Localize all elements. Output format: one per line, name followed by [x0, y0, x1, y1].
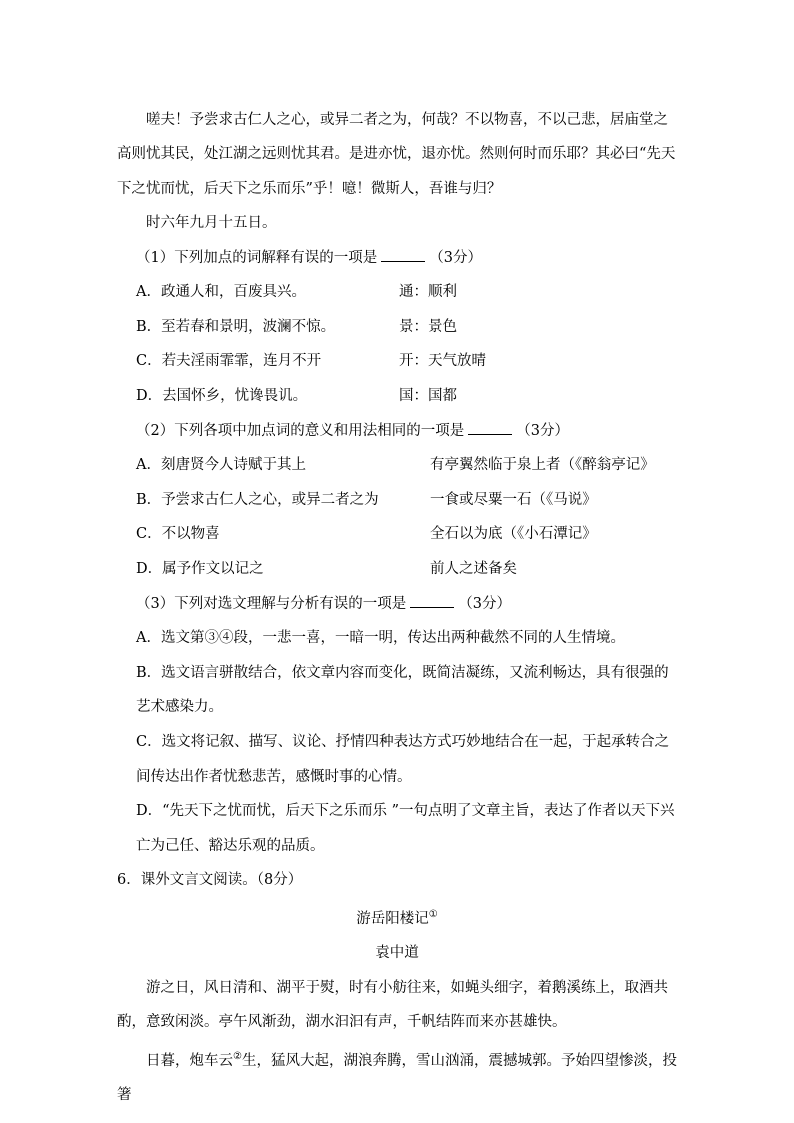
- footnote-marker-2: ②: [233, 1050, 242, 1062]
- article-paragraph-2-part-2: 生，猛风大起，湖浪奔腾，雪山汹涌，震撼城郭。予始四望惨淡，投箸: [117, 1052, 677, 1103]
- question-2-stem-text: （2）下列各项中加点词的意义和用法相同的一项是: [136, 422, 465, 439]
- option-text: A．刻唐贤今人诗赋于其上: [136, 457, 306, 474]
- option-comparison: 前人之述备矣: [430, 560, 517, 577]
- option-explanation: 开：天气放晴: [399, 353, 486, 370]
- question-1-stem-text: （1）下列加点的词解释有误的一项是: [136, 249, 378, 266]
- question-2-option-d: [117, 552, 677, 587]
- question-1-option-d: [117, 379, 677, 414]
- question-2-option-a: [117, 448, 677, 483]
- document-content: [117, 103, 677, 1112]
- option-text: D．去国怀乡，忧谗畏讥。: [136, 388, 308, 404]
- option-explanation: 景：景色: [399, 318, 457, 335]
- article-title-text: 游岳阳楼记: [356, 910, 429, 927]
- option-explanation: 通：顺利: [399, 284, 457, 301]
- question-2-option-b: [117, 483, 677, 518]
- article-paragraph-2: [117, 1040, 677, 1113]
- question-3-score: （3分）: [458, 595, 511, 612]
- question-2-option-c: [117, 517, 677, 552]
- answer-blank-2[interactable]: [468, 424, 512, 435]
- option-text: C．若夫淫雨霏霏，连月不开: [136, 353, 322, 370]
- question-3-stem: [117, 587, 677, 622]
- question-3-option-b: B．选文语言骈散结合，依文章内容而变化，既简洁凝练，又流利畅达，具有很强的艺术感染力。: [136, 664, 669, 716]
- question-1-score: （3分）: [429, 249, 482, 266]
- footnote-marker-1: ①: [428, 908, 438, 920]
- article-paragraph-2-part-1: 日暮，炮车云: [146, 1052, 233, 1069]
- option-comparison: 全石以为底（《小石潭记》: [430, 526, 597, 543]
- answer-blank-1[interactable]: [381, 251, 425, 262]
- section-6-heading: 6．课外文言文阅读。（8分）: [117, 872, 303, 889]
- question-3-option-a: A．选文第③④段，一悲一喜，一暗一明，传达出两种截然不同的人生情境。: [136, 630, 625, 647]
- question-1-option-c: [117, 344, 677, 379]
- question-1-stem: [117, 241, 677, 276]
- option-explanation: 国：国都: [399, 388, 457, 404]
- option-text: B．至若春和景明，波澜不惊。: [136, 318, 336, 335]
- question-1-option-a: [117, 275, 677, 310]
- option-comparison: 一食或尽粟一石（《马说》: [430, 491, 597, 508]
- article-title: [117, 898, 677, 936]
- option-text: C．不以物喜: [136, 526, 220, 543]
- question-3-option-d: D．“先天下之忧而忧，后天下之乐而乐 ”一句点明了文章主旨，表达了作者以天下兴亡为己任、豁达乐观的品质。: [136, 803, 675, 854]
- option-text: B．予尝求古仁人之心，或异二者之为: [136, 491, 379, 508]
- option-text: A．政通人和，百废具兴。: [136, 284, 306, 301]
- option-text: D．属予作文以记之: [136, 560, 264, 577]
- question-1-option-b: [117, 310, 677, 345]
- question-2-stem: [117, 414, 677, 449]
- option-comparison: 有亭翼然临于泉上者（《醉翁亭记》: [430, 457, 655, 474]
- passage-paragraph-1: 嗟夫！予尝求古仁人之心，或异二者之为，何哉？不以物喜，不以己悲，居庙堂之高则忧其民，处江湖之远则忧其君。是进亦忧，退亦忧。然则何时而乐耶？其必曰“先天下之忧而忧，后天下之乐而乐”乎！噫！微斯人，吾谁与归？: [117, 112, 676, 197]
- question-3-stem-text: （3）下列对选文理解与分析有误的一项是: [136, 595, 407, 612]
- article-author: 袁中道: [375, 945, 419, 962]
- passage-paragraph-2: 时六年九月十五日。: [146, 215, 277, 232]
- answer-blank-3[interactable]: [410, 597, 454, 608]
- question-3-option-c: C．选文将记叙、描写、议论、抒情四种表达方式巧妙地结合在一起，于起承转合之间传达出作者忧愁悲苦，感慨时事的心情。: [136, 733, 670, 785]
- article-paragraph-1: 游之日，风日清和、湖平于熨，时有小舫往来，如蝇头细字，着鹅溪练上，取酒共酌，意致闲淡。亭午风渐劲，湖水汩汩有声，千帆结阵而来亦甚雄快。: [117, 979, 668, 1031]
- question-2-score: （3分）: [516, 422, 569, 439]
